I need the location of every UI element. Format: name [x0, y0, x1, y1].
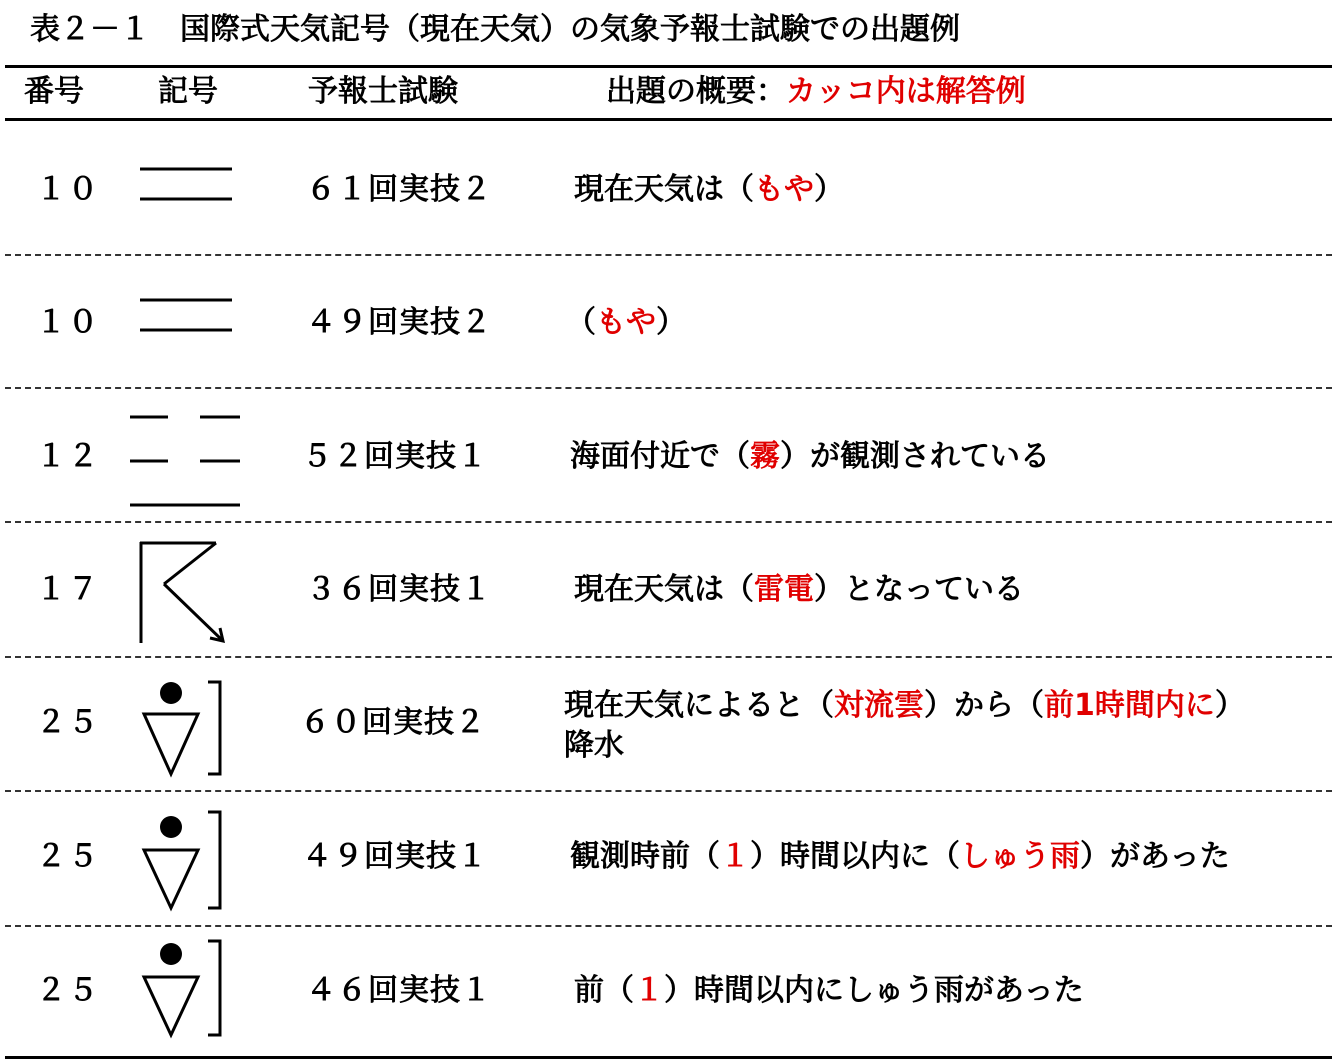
answer-text: 対流雲: [834, 688, 924, 723]
answer-text: １: [720, 839, 750, 874]
row-description: [574, 971, 1084, 1011]
answer-text: 霧: [750, 439, 780, 474]
row-separator: [5, 521, 1332, 523]
row-exam: ４９回実技１: [302, 839, 488, 874]
answer-text: もや: [596, 305, 656, 340]
description-text: ）となっている: [814, 572, 1024, 607]
header-exam: 予報士試験: [308, 74, 458, 109]
row-separator: [5, 387, 1332, 389]
description-text: ）: [656, 305, 686, 340]
rain-shower-past-hour-symbol-icon: [138, 676, 228, 780]
description-text: ）: [1214, 688, 1245, 723]
description-text: 現在天気は（: [574, 572, 754, 607]
row-separator: [5, 254, 1332, 256]
table-bottom-rule: [5, 1056, 1332, 1059]
description-text: ）が観測されている: [780, 439, 1050, 474]
description-text: ）から（: [924, 688, 1044, 723]
header-number: 番号: [24, 74, 84, 109]
mist-symbol-icon: [138, 296, 234, 336]
description-text: ）: [814, 172, 844, 207]
row-description-line2: 降水: [564, 728, 624, 763]
row-exam: ３６回実技１: [306, 572, 492, 607]
header-summary-note: カッコ内は解答例: [786, 74, 1026, 109]
row-exam: ４６回実技１: [306, 973, 492, 1008]
description-text: 現在天気は（: [574, 172, 754, 207]
rain-shower-past-hour-symbol-icon: [138, 808, 228, 912]
row-exam: ６１回実技２: [306, 172, 492, 207]
shallow-fog-symbol-icon: [128, 412, 244, 510]
row-number: １０: [36, 305, 100, 340]
rain-shower-past-hour-symbol-icon: [138, 937, 228, 1041]
row-description: [566, 303, 686, 343]
answer-text: 前1時間内に: [1044, 688, 1215, 723]
description-text: 現在天気によると（: [564, 688, 834, 723]
row-exam: ６０回実技２: [300, 705, 486, 740]
description-text: 前（: [574, 973, 634, 1008]
row-number: ２５: [36, 705, 100, 740]
description-text: 海面付近で（: [570, 439, 750, 474]
row-number: １７: [36, 572, 100, 607]
thunderstorm-symbol-icon: [136, 538, 230, 646]
row-description: [564, 686, 1245, 766]
row-number: １０: [36, 172, 100, 207]
answer-text: 雷電: [754, 572, 814, 607]
table-title: 表２－１ 国際式天気記号（現在天気）の気象予報士試験での出題例: [30, 12, 960, 47]
description-text: （: [566, 305, 596, 340]
row-description: [574, 570, 1024, 610]
row-description: [574, 170, 844, 210]
row-description-line1: [564, 686, 1245, 726]
answer-text: １: [634, 973, 664, 1008]
description-text: ）があった: [1080, 839, 1230, 874]
description-text: ）時間以内に（: [750, 839, 960, 874]
header-bottom-rule: [5, 118, 1332, 121]
header-summary-prefix: 出題の概要：: [606, 74, 786, 109]
row-number: ２５: [36, 839, 100, 874]
answer-text: しゅう雨: [960, 839, 1080, 874]
mist-symbol-icon: [138, 165, 234, 205]
header-top-rule: [5, 65, 1332, 68]
row-separator: [5, 925, 1332, 927]
row-number: １２: [36, 439, 100, 474]
header-summary: [606, 70, 1026, 114]
description-text: ）時間以内にしゅう雨があった: [664, 973, 1084, 1008]
row-description: [570, 837, 1230, 877]
row-separator: [5, 790, 1332, 792]
row-number: ２５: [36, 973, 100, 1008]
row-exam: ４９回実技２: [306, 305, 492, 340]
header-symbol: 記号: [158, 74, 218, 109]
row-description: [570, 437, 1050, 477]
description-text: 観測時前（: [570, 839, 720, 874]
row-separator: [5, 656, 1332, 658]
answer-text: もや: [754, 172, 814, 207]
row-exam: ５２回実技１: [302, 439, 488, 474]
